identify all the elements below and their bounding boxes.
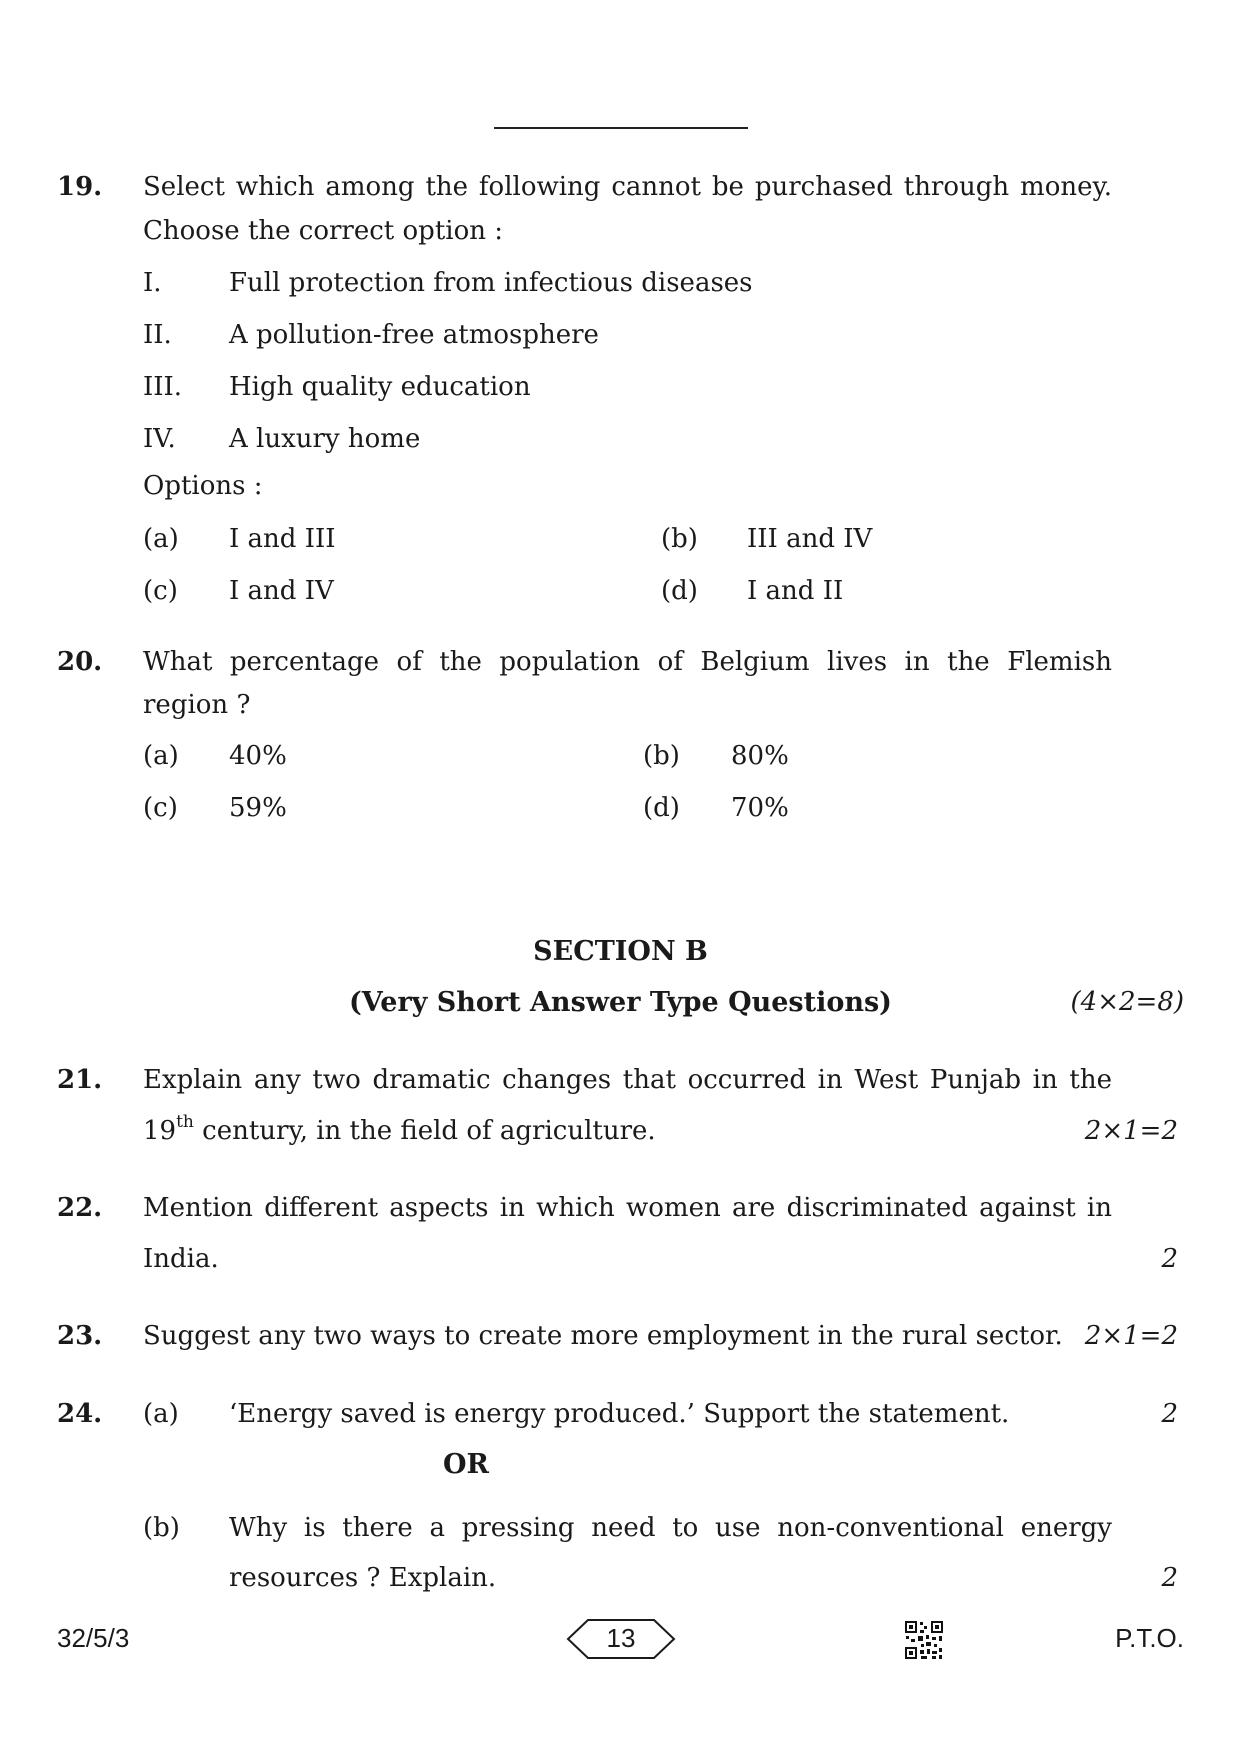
roman-label: IV. <box>143 424 176 454</box>
question-text: Choose the correct option : <box>143 216 504 246</box>
roman-label: I. <box>143 268 162 298</box>
option-text: I and IV <box>229 576 334 606</box>
option-text: 59% <box>229 793 287 823</box>
option-text: I and III <box>229 524 336 554</box>
question-text: 19th century, in the field of agriculture. <box>143 1112 656 1146</box>
question-marks: 2 <box>1161 1244 1178 1274</box>
question-number: 23. <box>57 1321 103 1351</box>
question-marks: 2 <box>1161 1399 1178 1429</box>
question-text: resources ? Explain. <box>229 1563 497 1593</box>
option-text: 80% <box>731 741 789 771</box>
option-label: (c) <box>143 793 178 823</box>
option-label: (b) <box>661 524 698 554</box>
page-number: 13 <box>606 1623 636 1653</box>
list-item: High quality education <box>229 372 531 402</box>
question-number: 20. <box>57 647 103 677</box>
option-text: 70% <box>731 793 789 823</box>
question-marks: 2×1=2 <box>1084 1116 1178 1146</box>
question-text: region ? <box>143 690 251 720</box>
question-text: India. <box>143 1244 219 1274</box>
roman-label: II. <box>143 320 172 350</box>
question-number: 24. <box>57 1399 103 1429</box>
question-number: 19. <box>57 172 103 202</box>
roman-label: III. <box>143 372 183 402</box>
list-item: A pollution-free atmosphere <box>229 320 599 350</box>
question-text: ‘Energy saved is energy produced.’ Support the statement. <box>229 1399 1010 1429</box>
option-label: (a) <box>143 524 179 554</box>
pto-label: P.T.O. <box>1115 1623 1184 1653</box>
question-text: Select which among the following cannot be purchased through money. <box>143 172 1112 202</box>
options-label: Options : <box>143 471 263 501</box>
option-text: I and II <box>747 576 844 606</box>
question-number: 21. <box>57 1065 103 1095</box>
question-text: Suggest any two ways to create more employment in the rural sector. <box>143 1321 1063 1351</box>
question-text: What percentage of the population of Belgium lives in the Flemish <box>143 647 1112 677</box>
option-label: (b) <box>643 741 680 771</box>
option-text: III and IV <box>747 524 873 554</box>
question-text: Mention different aspects in which women are discriminated against in <box>143 1193 1112 1223</box>
paper-code: 32/5/3 <box>57 1623 130 1653</box>
top-rule <box>494 127 748 129</box>
section-marks: (4×2=8) <box>1070 987 1184 1017</box>
option-label: (d) <box>661 576 698 606</box>
option-label: (b) <box>143 1513 180 1543</box>
question-marks: 2 <box>1161 1563 1178 1593</box>
or-separator: OR <box>443 1449 489 1480</box>
option-text: 40% <box>229 741 287 771</box>
section-title: SECTION B <box>533 936 708 967</box>
option-label: (d) <box>643 793 680 823</box>
question-text: Explain any two dramatic changes that occurred in West Punjab in the <box>143 1065 1112 1095</box>
list-item: Full protection from infectious diseases <box>229 268 753 298</box>
qr-code-icon <box>904 1620 944 1660</box>
option-label: (a) <box>143 1399 179 1429</box>
list-item: A luxury home <box>229 424 421 454</box>
question-number: 22. <box>57 1193 103 1223</box>
option-label: (c) <box>143 576 178 606</box>
section-subtitle: (Very Short Answer Type Questions) <box>349 987 892 1018</box>
question-text: Why is there a pressing need to use non-conventional energy <box>229 1513 1112 1543</box>
option-label: (a) <box>143 741 179 771</box>
question-marks: 2×1=2 <box>1084 1321 1178 1351</box>
